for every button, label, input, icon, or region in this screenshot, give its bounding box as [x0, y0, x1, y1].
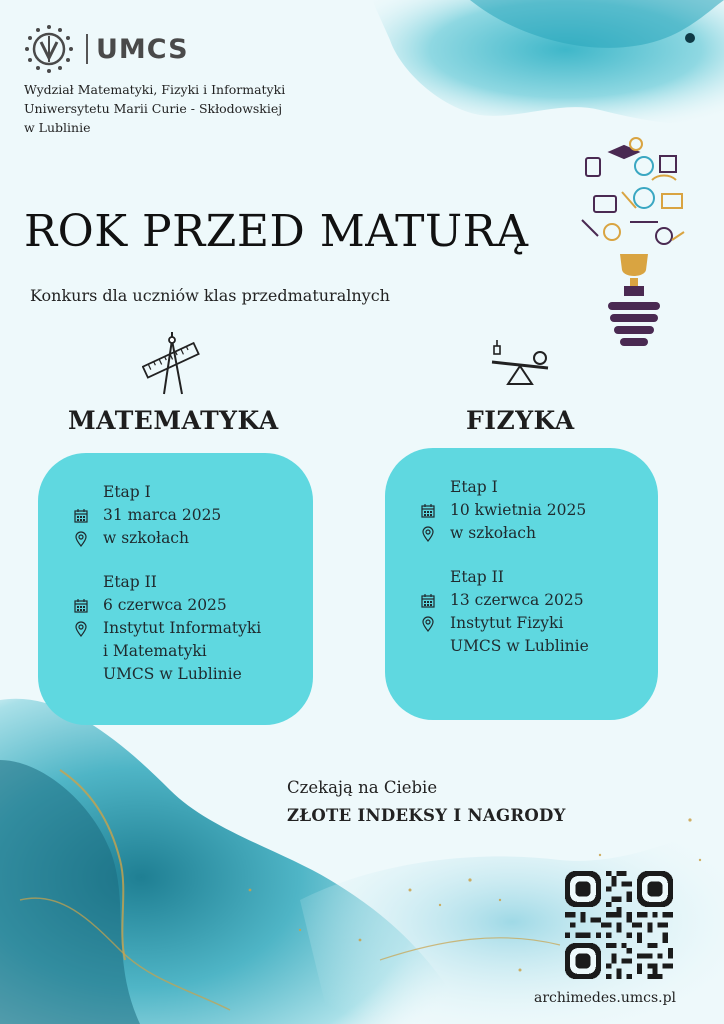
- location-pin-icon: [74, 617, 88, 640]
- umcs-logo: [24, 24, 189, 74]
- math-heading: MATEMATYKA: [68, 406, 279, 435]
- calendar-icon: [421, 499, 435, 522]
- phys-stage2-label-row: [385, 566, 658, 589]
- qr-code[interactable]: [565, 871, 673, 979]
- math-stage1-date-row: [38, 504, 313, 527]
- location-pin-icon: [74, 527, 88, 550]
- lightbulb-illustration-icon: [572, 136, 696, 348]
- stage-label: Etap I: [103, 483, 151, 501]
- physics-schedule-card: [385, 448, 658, 720]
- stage-label: Etap II: [450, 568, 504, 586]
- logo-text: UMCS: [96, 33, 189, 65]
- math-schedule-card: [38, 453, 313, 725]
- physics-heading: FIZYKA: [466, 406, 575, 435]
- prize-line-1: Czekają na Ciebie: [287, 778, 438, 797]
- stage-date: 6 czerwca 2025: [103, 596, 227, 614]
- phys-stage2-date-row: [385, 589, 658, 612]
- calendar-icon: [74, 594, 88, 617]
- website-link[interactable]: archimedes.umcs.pl: [534, 990, 677, 1006]
- faculty-line: w Lublinie: [24, 120, 91, 135]
- stage-place: w szkołach: [450, 524, 536, 542]
- stage-date: 10 kwietnia 2025: [450, 501, 587, 519]
- stage-place: w szkołach: [103, 529, 189, 547]
- math-stage1-label-row: [38, 481, 313, 504]
- stage-date: 31 marca 2025: [103, 506, 222, 524]
- math-stage2-place-row-cont: [38, 663, 313, 686]
- phys-stage1-place-row: [385, 522, 658, 545]
- phys-stage2-place-row: [385, 612, 658, 635]
- math-stage1-place-row: [38, 527, 313, 550]
- stage-date: 13 czerwca 2025: [450, 591, 584, 609]
- location-pin-icon: [421, 522, 435, 545]
- logo-divider: [86, 34, 88, 64]
- stage-label: Etap II: [103, 573, 157, 591]
- phys-stage1-date-row: [385, 499, 658, 522]
- phys-stage2-place-row-cont: [385, 635, 658, 658]
- stage-place: UMCS w Lublinie: [450, 637, 589, 655]
- prize-line-2: ZŁOTE INDEKSY I NAGRODY: [287, 806, 566, 825]
- stage-place: Instytut Informatyki: [103, 619, 262, 637]
- stage-place: UMCS w Lublinie: [103, 665, 242, 683]
- location-pin-icon: [421, 612, 435, 635]
- page-subtitle: Konkurs dla uczniów klas przedmaturalnych: [30, 286, 390, 305]
- stage-place: i Matematyki: [103, 642, 207, 660]
- faculty-line: Wydział Matematyki, Fizyki i Informatyki: [24, 82, 286, 97]
- stage-place: Instytut Fizyki: [450, 614, 564, 632]
- faculty-line: Uniwersytetu Marii Curie - Skłodowskiej: [24, 101, 283, 116]
- stage-label: Etap I: [450, 478, 498, 496]
- math-stage2-place-row-cont: [38, 640, 313, 663]
- calendar-icon: [421, 589, 435, 612]
- ruler-compass-icon: [142, 330, 202, 396]
- math-stage2-date-row: [38, 594, 313, 617]
- page-title: ROK PRZED MATURĄ: [24, 206, 529, 257]
- phys-stage1-label-row: [385, 476, 658, 499]
- umcs-emblem-icon: [24, 24, 74, 74]
- prize-announcement: [287, 774, 566, 830]
- math-stage2-place-row: [38, 617, 313, 640]
- seesaw-physics-icon: [488, 338, 550, 388]
- faculty-name: [24, 80, 285, 137]
- math-stage2-label-row: [38, 571, 313, 594]
- calendar-icon: [74, 504, 88, 527]
